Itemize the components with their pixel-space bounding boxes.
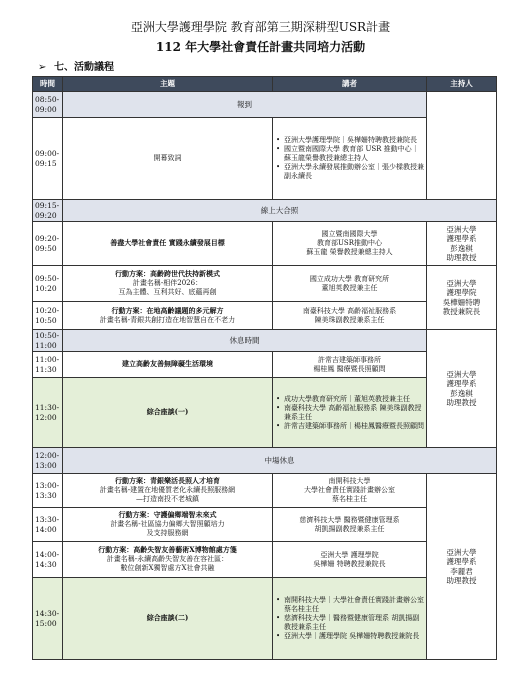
time-cell: 08:50-09:00 <box>33 92 63 118</box>
time-cell: 13:00-13:30 <box>33 474 63 508</box>
speaker-cell <box>273 508 427 542</box>
host-line: 亞洲大學 <box>446 369 477 379</box>
topic-cell <box>63 542 273 578</box>
speaker-cell <box>273 352 427 378</box>
topic-cell: 善盡大學社會責任 實踐永續發展目標 <box>63 222 273 266</box>
time-cell: 11:00-11:30 <box>33 352 63 378</box>
speaker-line: 大學社會責任實踐計畫辦公室 <box>304 486 395 495</box>
speaker-line: 國立成功大學 教育研究所 <box>309 274 390 283</box>
arrow-bullet-icon: ➢ <box>38 62 47 73</box>
speaker-line: 南臺科技大學 高齡福祉服務系 <box>302 306 397 315</box>
topic-line: 及支持服務網 <box>146 529 189 538</box>
host-cell <box>427 266 497 330</box>
session-title: 休息時間 <box>63 330 427 352</box>
topic-line: 行動方案：高齡跨世代扶持新模式 <box>115 269 220 279</box>
topic-line: 行動方案：守護偏鄉端智未來式 <box>118 510 217 520</box>
speaker-item: • 國立暨南國際大學 教育部 USR 推動中心｜蘇玉龍榮譽教授兼總主持人 <box>284 145 424 163</box>
speaker-cell <box>273 542 427 578</box>
speaker-line: 亞洲大學 護理學院 <box>320 550 379 559</box>
topic-line: 行動方案：高齡失智友善藝術X博物館處方箋 <box>98 545 237 555</box>
header-row <box>33 77 497 92</box>
topic-cell <box>63 302 273 330</box>
host-line: 彭逸稘 <box>450 243 473 253</box>
speaker-cell <box>273 474 427 508</box>
host-cell <box>427 222 497 266</box>
topic-line: 計畫名稱-相伴2026： <box>132 279 203 288</box>
speaker-line: 吳樺姍 特聘教授兼院長 <box>313 559 386 568</box>
header-speaker: 講者 <box>273 77 427 92</box>
topic-line: —打造南投不老城鎮 <box>136 495 199 504</box>
host-line: 李麗君 <box>450 566 473 576</box>
speaker-line: 陳美珠副教授兼系主任 <box>314 315 385 324</box>
session-title: 線上大合照 <box>63 200 497 222</box>
topic-line: 計畫名稱-建置在地優質老化永續長照服務網 <box>99 486 236 495</box>
table-row <box>33 266 497 302</box>
speaker-line: 許常吉建築師事務所 <box>318 355 381 364</box>
document-title: 亞洲大學護理學院 教育部第三期深耕型USR計畫 <box>130 20 391 34</box>
host-line: 亞洲大學 <box>446 278 477 288</box>
host-line: 護理學系 <box>446 557 477 567</box>
topic-cell: 建立高齡友善無障礙生活環境 <box>63 352 273 378</box>
time-cell: 11:30-12:00 <box>33 378 63 448</box>
speaker-item: • 南開科技大學｜大學社會責任實踐計畫辦公室 蔡名桂主任 <box>284 596 424 614</box>
speaker-item: • 南臺科技大學 高齡福祉服務系 陳美珠副教授兼系主任 <box>284 404 424 422</box>
host-line: 彭逸稘 <box>450 388 473 398</box>
speaker-item: • 許常吉建築師事務所｜楊桂鳳醫療暨長照顧問 <box>284 422 424 431</box>
speaker-cell <box>273 266 427 302</box>
host-line: 助理教授 <box>446 576 477 586</box>
speaker-line: 董旭英教授兼主任 <box>321 283 378 292</box>
time-cell: 09:00-09:15 <box>33 118 63 200</box>
time-cell: 12:00-13:00 <box>33 448 63 474</box>
speaker-cell <box>273 378 427 448</box>
host-line: 教授兼院長 <box>442 307 481 317</box>
topic-cell <box>63 474 273 508</box>
table-row <box>33 330 497 352</box>
speaker-cell <box>273 302 427 330</box>
host-line: 吳樺姍特聘 <box>442 297 481 307</box>
topic-line: 計畫名稱-社區協力偏鄉大智照顧培力 <box>110 520 225 529</box>
table-row <box>33 92 497 118</box>
speaker-line: 慈濟科技大學 醫務暨健康管理系 <box>299 515 400 524</box>
speaker-cell <box>273 578 427 660</box>
time-cell: 09:50-10:20 <box>33 266 63 302</box>
topic-line: 行動方案：青銀樂活長照人才培育 <box>115 476 220 486</box>
topic-cell: 開幕致詞 <box>63 118 273 200</box>
header-topic: 主題 <box>63 77 273 92</box>
table-row <box>33 448 497 474</box>
table-row <box>33 200 497 222</box>
topic-cell: 綜合座談(二) <box>63 578 273 660</box>
speaker-item: • 亞洲大學永續發展推動辦公室｜張少樑教授兼副永續長 <box>284 163 424 181</box>
topic-line: 數位創新X獨智處方X社會共融 <box>120 564 215 573</box>
speaker-line: 胡凱揚副教授兼系主任 <box>314 524 385 533</box>
host-line: 亞洲大學 <box>446 224 477 234</box>
topic-cell <box>63 508 273 542</box>
speaker-line: 南開科技大學 <box>328 477 371 486</box>
speaker-line: 國立暨南國際大學 <box>321 230 378 239</box>
host-line: 助理教授 <box>446 398 477 408</box>
session-title: 報到 <box>63 92 427 118</box>
host-cell <box>427 474 497 660</box>
topic-line: 計畫名稱-青銀共創打造在地智慧自在不老力 <box>99 315 236 324</box>
topic-cell <box>63 266 273 302</box>
host-line: 護理學系 <box>446 379 477 389</box>
time-cell: 09:15-09:20 <box>33 200 63 222</box>
host-line: 護理學院 <box>446 288 477 298</box>
header-host: 主持人 <box>427 77 497 92</box>
agenda-table <box>32 76 497 660</box>
speaker-line: 楊桂鳳 醫療暨長照顧問 <box>313 364 386 373</box>
host-line: 亞洲大學 <box>446 547 477 557</box>
section-heading <box>38 58 114 73</box>
speaker-item: • 成功大學教育研究所｜董旭英教授兼主任 <box>284 395 424 404</box>
document-subtitle: 112 年大學社會責任計畫共同培力活動 <box>155 40 366 54</box>
time-cell: 14:30-15:00 <box>33 578 63 660</box>
speaker-item: • 亞洲大學護理學院｜吳樺姍特聘教授兼院長 <box>284 136 424 145</box>
topic-line: 互為主體、互利共好、底蘊再創 <box>118 288 217 297</box>
session-title: 中場休息 <box>63 448 497 474</box>
topic-cell: 綜合座談(一) <box>63 378 273 448</box>
speaker-item: • 亞洲大學｜護理學院 吳樺姍特聘教授兼院長 <box>284 632 424 641</box>
topic-line: 計畫名稱-永續高齡失智友善在容社區： <box>106 555 229 564</box>
table-row <box>33 474 497 508</box>
speaker-line: 教育部USR推動中心 <box>317 239 382 248</box>
time-cell: 13:30-14:00 <box>33 508 63 542</box>
speaker-cell <box>273 222 427 266</box>
header-time: 時間 <box>33 77 63 92</box>
time-cell: 10:20-10:50 <box>33 302 63 330</box>
speaker-line: 蔡名桂主任 <box>332 495 367 504</box>
time-cell: 09:20-09:50 <box>33 222 63 266</box>
table-row <box>33 222 497 266</box>
time-cell: 10:50-11:00 <box>33 330 63 352</box>
speaker-line: 蘇玉龍 榮譽教授兼總主持人 <box>306 248 393 257</box>
section-title: 七、活動議程 <box>54 62 114 73</box>
speaker-item: • 慈濟科技大學｜醫務暨健康管理系 胡凱揚副教授兼系主任 <box>284 614 424 632</box>
host-line: 護理學系 <box>446 234 477 244</box>
topic-line: 行動方案：在地高齡議題的多元解方 <box>111 305 224 315</box>
host-cell <box>427 92 497 200</box>
host-line: 助理教授 <box>446 253 477 263</box>
host-cell <box>427 330 497 448</box>
speaker-cell <box>273 118 427 200</box>
time-cell: 14:00-14:30 <box>33 542 63 578</box>
